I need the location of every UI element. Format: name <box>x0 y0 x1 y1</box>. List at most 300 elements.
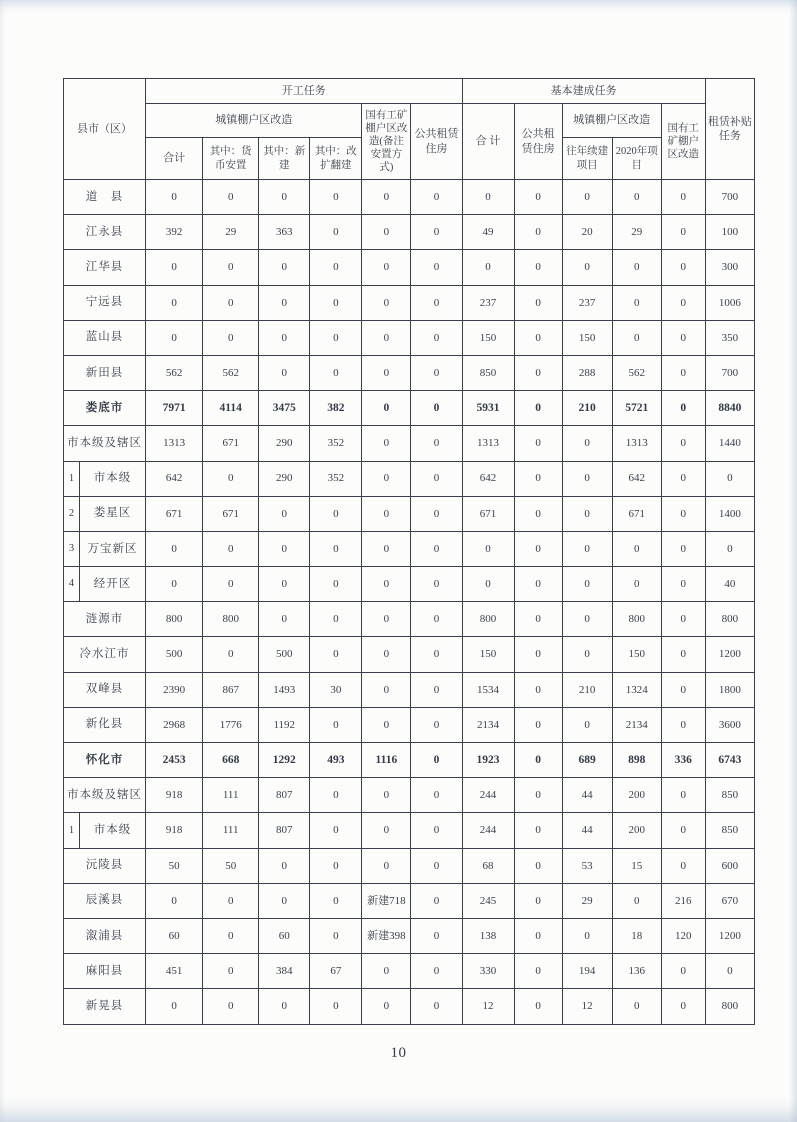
header-done-shanty: 城镇棚户区改造 <box>562 104 661 138</box>
value-cell: 0 <box>310 180 362 215</box>
value-cell: 0 <box>310 320 362 355</box>
table-row <box>64 461 755 496</box>
value-cell: 0 <box>259 848 310 883</box>
value-cell: 800 <box>705 602 754 637</box>
value-cell: 216 <box>661 883 705 918</box>
value-cell: 0 <box>411 426 462 461</box>
value-cell: 0 <box>310 778 362 813</box>
value-cell: 2134 <box>612 707 661 742</box>
table-row <box>64 496 755 531</box>
value-cell: 1923 <box>462 743 514 778</box>
value-cell: 0 <box>203 461 259 496</box>
value-cell: 0 <box>362 567 411 602</box>
header-region: 县市（区） <box>64 79 146 180</box>
value-cell: 0 <box>661 707 705 742</box>
value-cell: 8840 <box>705 391 754 426</box>
value-cell: 0 <box>661 285 705 320</box>
row-label-cell: 溆浦县 <box>64 918 146 953</box>
value-cell: 850 <box>705 813 754 848</box>
value-cell: 0 <box>661 954 705 989</box>
value-cell: 700 <box>705 180 754 215</box>
page-number: 10 <box>390 1045 407 1061</box>
value-cell: 0 <box>612 567 661 602</box>
value-cell: 800 <box>705 989 754 1024</box>
value-cell: 111 <box>203 813 259 848</box>
value-cell: 0 <box>203 918 259 953</box>
value-cell: 1313 <box>612 426 661 461</box>
header-done-prev: 往年续建项目 <box>562 138 612 180</box>
header-start-mine: 国有工矿棚户区改造(备注安置方式) <box>362 104 411 180</box>
value-cell: 0 <box>514 426 562 461</box>
value-cell: 350 <box>705 320 754 355</box>
value-cell: 2134 <box>462 707 514 742</box>
value-cell: 867 <box>203 672 259 707</box>
value-cell: 0 <box>514 567 562 602</box>
value-cell: 1440 <box>705 426 754 461</box>
value-cell: 0 <box>514 637 562 672</box>
value-cell: 0 <box>514 461 562 496</box>
value-cell: 12 <box>562 989 612 1024</box>
value-cell: 0 <box>462 180 514 215</box>
housing-task-table <box>63 78 755 1025</box>
row-label-cell: 冷水江市 <box>64 637 146 672</box>
value-cell: 0 <box>514 989 562 1024</box>
value-cell: 0 <box>203 531 259 566</box>
value-cell: 330 <box>462 954 514 989</box>
value-cell: 0 <box>259 567 310 602</box>
value-cell: 0 <box>562 567 612 602</box>
value-cell: 67 <box>310 954 362 989</box>
value-cell: 0 <box>661 989 705 1024</box>
value-cell: 0 <box>362 355 411 390</box>
table-row <box>64 918 755 953</box>
value-cell: 850 <box>462 355 514 390</box>
row-label-cell: 市本级及辖区 <box>64 426 146 461</box>
value-cell: 0 <box>411 883 462 918</box>
value-cell: 0 <box>203 954 259 989</box>
value-cell: 0 <box>562 918 612 953</box>
value-cell: 0 <box>411 567 462 602</box>
value-cell: 1534 <box>462 672 514 707</box>
value-cell: 0 <box>661 355 705 390</box>
table-row <box>64 426 755 461</box>
row-label-cell: 娄底市 <box>64 391 146 426</box>
value-cell: 0 <box>146 883 203 918</box>
value-cell: 0 <box>362 637 411 672</box>
value-cell: 7971 <box>146 391 203 426</box>
value-cell: 0 <box>259 320 310 355</box>
row-label-cell: 江永县 <box>64 215 146 250</box>
value-cell: 30 <box>310 672 362 707</box>
row-index-cell: 1 <box>64 813 80 848</box>
value-cell: 0 <box>661 391 705 426</box>
value-cell: 0 <box>661 496 705 531</box>
value-cell: 0 <box>661 567 705 602</box>
row-label-cell: 市本级及辖区 <box>64 778 146 813</box>
value-cell: 0 <box>411 215 462 250</box>
value-cell: 29 <box>203 215 259 250</box>
value-cell: 0 <box>203 637 259 672</box>
value-cell: 0 <box>411 180 462 215</box>
value-cell: 20 <box>562 215 612 250</box>
value-cell: 0 <box>203 285 259 320</box>
header-done-2020: 2020年项目 <box>612 138 661 180</box>
value-cell: 0 <box>362 778 411 813</box>
value-cell: 1313 <box>146 426 203 461</box>
value-cell: 120 <box>661 918 705 953</box>
header-start-shanty: 城镇棚户区改造 <box>146 104 362 138</box>
value-cell: 3600 <box>705 707 754 742</box>
value-cell: 0 <box>259 496 310 531</box>
value-cell: 1006 <box>705 285 754 320</box>
value-cell: 0 <box>259 883 310 918</box>
row-label-cell: 娄星区 <box>80 496 146 531</box>
value-cell: 15 <box>612 848 661 883</box>
value-cell: 150 <box>562 320 612 355</box>
value-cell: 642 <box>462 461 514 496</box>
value-cell: 0 <box>362 461 411 496</box>
value-cell: 0 <box>146 567 203 602</box>
value-cell: 新建398 <box>362 918 411 953</box>
value-cell: 0 <box>203 989 259 1024</box>
row-index-cell: 3 <box>64 531 80 566</box>
table-row <box>64 567 755 602</box>
header-done-mine: 国有工矿棚户区改造 <box>661 104 705 180</box>
row-label-cell: 辰溪县 <box>64 883 146 918</box>
value-cell: 0 <box>514 215 562 250</box>
value-cell: 1200 <box>705 637 754 672</box>
value-cell: 0 <box>514 531 562 566</box>
value-cell: 0 <box>514 848 562 883</box>
value-cell: 0 <box>411 461 462 496</box>
value-cell: 0 <box>310 883 362 918</box>
value-cell: 1800 <box>705 672 754 707</box>
value-cell: 850 <box>705 778 754 813</box>
value-cell: 0 <box>562 496 612 531</box>
value-cell: 0 <box>661 778 705 813</box>
value-cell: 0 <box>514 320 562 355</box>
value-cell: 0 <box>411 707 462 742</box>
value-cell: 0 <box>514 602 562 637</box>
value-cell: 1493 <box>259 672 310 707</box>
value-cell: 0 <box>310 531 362 566</box>
table-row <box>64 778 755 813</box>
header-start-new: 其中：新 建 <box>259 138 310 180</box>
value-cell: 562 <box>612 355 661 390</box>
value-cell: 0 <box>310 496 362 531</box>
value-cell: 0 <box>259 250 310 285</box>
value-cell: 493 <box>310 743 362 778</box>
value-cell: 918 <box>146 813 203 848</box>
value-cell: 0 <box>514 883 562 918</box>
value-cell: 0 <box>411 355 462 390</box>
value-cell: 0 <box>661 180 705 215</box>
value-cell: 0 <box>661 215 705 250</box>
value-cell: 671 <box>462 496 514 531</box>
value-cell: 300 <box>705 250 754 285</box>
value-cell: 0 <box>562 180 612 215</box>
value-cell: 0 <box>310 989 362 1024</box>
header-start-public: 公共租赁住房 <box>411 104 462 180</box>
row-label-cell: 市本级 <box>80 461 146 496</box>
table-row <box>64 672 755 707</box>
value-cell: 1400 <box>705 496 754 531</box>
value-cell: 新建718 <box>362 883 411 918</box>
value-cell: 44 <box>562 778 612 813</box>
value-cell: 1324 <box>612 672 661 707</box>
value-cell: 807 <box>259 778 310 813</box>
value-cell: 0 <box>411 778 462 813</box>
value-cell: 0 <box>362 707 411 742</box>
row-label-cell: 新田县 <box>64 355 146 390</box>
value-cell: 0 <box>661 461 705 496</box>
value-cell: 0 <box>310 215 362 250</box>
value-cell: 0 <box>362 602 411 637</box>
value-cell: 918 <box>146 778 203 813</box>
value-cell: 689 <box>562 743 612 778</box>
value-cell: 0 <box>514 285 562 320</box>
row-label-cell: 江华县 <box>64 250 146 285</box>
value-cell: 0 <box>310 567 362 602</box>
value-cell: 210 <box>562 391 612 426</box>
value-cell: 0 <box>612 285 661 320</box>
value-cell: 0 <box>612 883 661 918</box>
value-cell: 0 <box>146 531 203 566</box>
value-cell: 700 <box>705 355 754 390</box>
value-cell: 29 <box>612 215 661 250</box>
value-cell: 0 <box>362 672 411 707</box>
header-done-public: 公共租赁住房 <box>514 104 562 180</box>
value-cell: 0 <box>362 391 411 426</box>
value-cell: 668 <box>203 743 259 778</box>
value-cell: 194 <box>562 954 612 989</box>
value-cell: 0 <box>362 285 411 320</box>
table-row <box>64 637 755 672</box>
value-cell: 0 <box>411 320 462 355</box>
value-cell: 1116 <box>362 743 411 778</box>
table-row <box>64 989 755 1024</box>
table-row <box>64 391 755 426</box>
value-cell: 0 <box>612 531 661 566</box>
value-cell: 0 <box>514 707 562 742</box>
scan-artifact-bottom <box>0 1096 797 1122</box>
value-cell: 0 <box>259 355 310 390</box>
table-row <box>64 355 755 390</box>
row-label-cell: 蓝山县 <box>64 320 146 355</box>
value-cell: 0 <box>411 989 462 1024</box>
value-cell: 2968 <box>146 707 203 742</box>
value-cell: 0 <box>514 954 562 989</box>
value-cell: 671 <box>146 496 203 531</box>
value-cell: 352 <box>310 426 362 461</box>
table-row <box>64 954 755 989</box>
table-row <box>64 180 755 215</box>
value-cell: 0 <box>661 320 705 355</box>
value-cell: 671 <box>612 496 661 531</box>
value-cell: 4114 <box>203 391 259 426</box>
value-cell: 1313 <box>462 426 514 461</box>
value-cell: 237 <box>462 285 514 320</box>
header-start-total: 合计 <box>146 138 203 180</box>
value-cell: 384 <box>259 954 310 989</box>
value-cell: 68 <box>462 848 514 883</box>
value-cell: 0 <box>146 320 203 355</box>
row-label-cell: 涟源市 <box>64 602 146 637</box>
value-cell: 0 <box>310 918 362 953</box>
value-cell: 0 <box>259 602 310 637</box>
table-row <box>64 602 755 637</box>
value-cell: 6743 <box>705 743 754 778</box>
value-cell: 0 <box>462 250 514 285</box>
value-cell: 0 <box>362 426 411 461</box>
table-row <box>64 813 755 848</box>
value-cell: 0 <box>612 250 661 285</box>
value-cell: 0 <box>411 918 462 953</box>
value-cell: 382 <box>310 391 362 426</box>
row-label-cell: 新化县 <box>64 707 146 742</box>
header-done-total: 合 计 <box>462 104 514 180</box>
value-cell: 0 <box>310 355 362 390</box>
value-cell: 0 <box>411 531 462 566</box>
table-row <box>64 320 755 355</box>
value-cell: 0 <box>362 320 411 355</box>
value-cell: 0 <box>705 531 754 566</box>
value-cell: 0 <box>310 250 362 285</box>
value-cell: 60 <box>259 918 310 953</box>
value-cell: 0 <box>514 918 562 953</box>
table-row <box>64 215 755 250</box>
value-cell: 670 <box>705 883 754 918</box>
value-cell: 0 <box>661 637 705 672</box>
value-cell: 671 <box>203 496 259 531</box>
value-cell: 12 <box>462 989 514 1024</box>
value-cell: 0 <box>514 813 562 848</box>
row-label-cell: 新晃县 <box>64 989 146 1024</box>
value-cell: 671 <box>203 426 259 461</box>
value-cell: 0 <box>514 180 562 215</box>
value-cell: 800 <box>203 602 259 637</box>
value-cell: 1292 <box>259 743 310 778</box>
value-cell: 0 <box>705 461 754 496</box>
header-done-group: 基本建成任务 <box>462 79 705 104</box>
value-cell: 0 <box>562 637 612 672</box>
table-row <box>64 848 755 883</box>
value-cell: 807 <box>259 813 310 848</box>
value-cell: 0 <box>362 531 411 566</box>
value-cell: 0 <box>310 848 362 883</box>
value-cell: 5931 <box>462 391 514 426</box>
value-cell: 0 <box>462 531 514 566</box>
value-cell: 49 <box>462 215 514 250</box>
scan-artifact-left <box>0 0 6 1122</box>
value-cell: 0 <box>514 496 562 531</box>
value-cell: 50 <box>203 848 259 883</box>
value-cell: 0 <box>562 707 612 742</box>
value-cell: 0 <box>514 672 562 707</box>
value-cell: 0 <box>362 250 411 285</box>
value-cell: 0 <box>612 180 661 215</box>
value-cell: 0 <box>203 883 259 918</box>
value-cell: 600 <box>705 848 754 883</box>
value-cell: 2390 <box>146 672 203 707</box>
value-cell: 642 <box>612 461 661 496</box>
value-cell: 50 <box>146 848 203 883</box>
value-cell: 0 <box>259 285 310 320</box>
value-cell: 0 <box>661 426 705 461</box>
value-cell: 0 <box>362 496 411 531</box>
value-cell: 0 <box>259 180 310 215</box>
value-cell: 3475 <box>259 391 310 426</box>
value-cell: 0 <box>411 496 462 531</box>
value-cell: 150 <box>612 637 661 672</box>
value-cell: 0 <box>310 602 362 637</box>
value-cell: 0 <box>514 250 562 285</box>
value-cell: 200 <box>612 813 661 848</box>
table-row <box>64 883 755 918</box>
row-label-cell: 市本级 <box>80 813 146 848</box>
value-cell: 136 <box>612 954 661 989</box>
row-label-cell: 沅陵县 <box>64 848 146 883</box>
row-index-cell: 1 <box>64 461 80 496</box>
value-cell: 200 <box>612 778 661 813</box>
value-cell: 0 <box>562 602 612 637</box>
value-cell: 0 <box>411 602 462 637</box>
value-cell: 0 <box>203 567 259 602</box>
value-cell: 44 <box>562 813 612 848</box>
value-cell: 0 <box>661 672 705 707</box>
value-cell: 1192 <box>259 707 310 742</box>
row-label-cell: 怀化市 <box>64 743 146 778</box>
header-start-monetary: 其中：货币安置 <box>203 138 259 180</box>
value-cell: 352 <box>310 461 362 496</box>
value-cell: 0 <box>310 285 362 320</box>
value-cell: 150 <box>462 637 514 672</box>
value-cell: 0 <box>411 954 462 989</box>
row-label-cell: 麻阳县 <box>64 954 146 989</box>
value-cell: 0 <box>562 250 612 285</box>
value-cell: 244 <box>462 778 514 813</box>
value-cell: 53 <box>562 848 612 883</box>
value-cell: 0 <box>146 250 203 285</box>
scan-artifact-top <box>0 0 797 14</box>
value-cell: 0 <box>203 180 259 215</box>
table-row <box>64 250 755 285</box>
row-label-cell: 经开区 <box>80 567 146 602</box>
value-cell: 363 <box>259 215 310 250</box>
value-cell: 0 <box>146 285 203 320</box>
value-cell: 500 <box>146 637 203 672</box>
value-cell: 18 <box>612 918 661 953</box>
value-cell: 0 <box>411 813 462 848</box>
value-cell: 0 <box>661 250 705 285</box>
row-index-cell: 4 <box>64 567 80 602</box>
value-cell: 451 <box>146 954 203 989</box>
row-label-cell: 道 县 <box>64 180 146 215</box>
value-cell: 290 <box>259 426 310 461</box>
value-cell: 111 <box>203 778 259 813</box>
value-cell: 0 <box>203 320 259 355</box>
value-cell: 0 <box>514 355 562 390</box>
value-cell: 0 <box>562 531 612 566</box>
value-cell: 0 <box>362 813 411 848</box>
value-cell: 800 <box>462 602 514 637</box>
value-cell: 392 <box>146 215 203 250</box>
value-cell: 0 <box>362 180 411 215</box>
value-cell: 5721 <box>612 391 661 426</box>
row-label-cell: 宁远县 <box>64 285 146 320</box>
value-cell: 0 <box>259 989 310 1024</box>
row-label-cell: 万宝新区 <box>80 531 146 566</box>
